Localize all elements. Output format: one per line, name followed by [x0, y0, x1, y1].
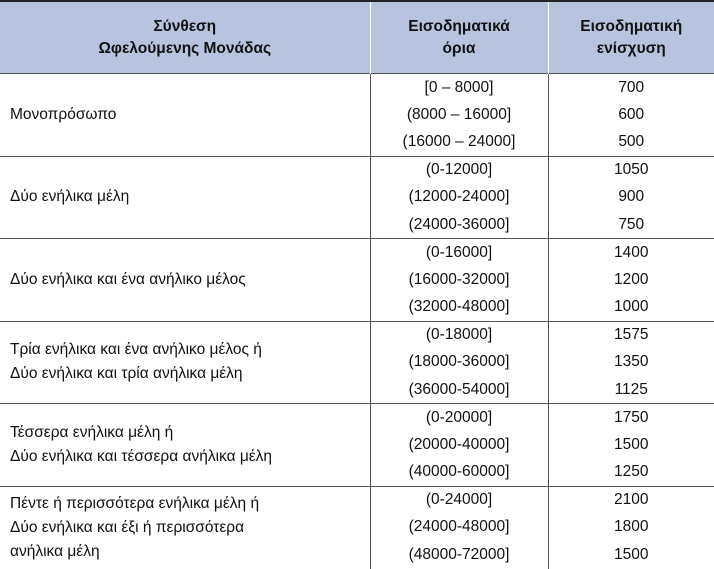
- support-amount-cell: 1000: [548, 294, 714, 322]
- income-range-cell: (0-24000]: [370, 486, 548, 514]
- income-range-cell: (16000 – 24000]: [370, 129, 548, 157]
- header-income-support: [548, 1, 714, 74]
- support-amount-cell: 1800: [548, 514, 714, 542]
- composition-line: Δύο ενήλικα και ένα ανήλικο μέλος: [10, 268, 370, 292]
- income-range-cell: (32000-48000]: [370, 294, 548, 322]
- composition-cell: [0, 239, 370, 322]
- support-amount-cell: 1750: [548, 404, 714, 432]
- composition-cell: [0, 74, 370, 157]
- composition-cell: [0, 404, 370, 487]
- income-range-cell: (40000-60000]: [370, 459, 548, 487]
- table-row: [0, 486, 714, 514]
- table-body: [0, 74, 714, 569]
- support-amount-cell: 2100: [548, 486, 714, 514]
- table-row: [0, 239, 714, 267]
- table-row: [0, 156, 714, 184]
- income-range-cell: [0 – 8000]: [370, 74, 548, 102]
- support-amount-cell: 1350: [548, 349, 714, 377]
- support-amount-cell: 1575: [548, 321, 714, 349]
- income-range-cell: (8000 – 16000]: [370, 101, 548, 129]
- header-composition-line: Σύνθεση: [0, 16, 370, 38]
- header-composition: [0, 1, 370, 74]
- income-range-cell: (24000-48000]: [370, 514, 548, 542]
- composition-line: ανήλικα μέλη: [10, 540, 370, 564]
- composition-cell: [0, 486, 370, 569]
- support-amount-cell: 700: [548, 74, 714, 102]
- income-range-cell: (0-18000]: [370, 321, 548, 349]
- income-range-cell: (48000-72000]: [370, 541, 548, 569]
- composition-cell: [0, 156, 370, 239]
- income-range-cell: (36000-54000]: [370, 376, 548, 404]
- income-range-cell: (18000-36000]: [370, 349, 548, 377]
- support-amount-cell: 1500: [548, 541, 714, 569]
- header-limits-line: όρια: [371, 38, 548, 60]
- support-amount-cell: 500: [548, 129, 714, 157]
- income-range-cell: (20000-40000]: [370, 431, 548, 459]
- header-composition-line: Ωφελούμενης Μονάδας: [0, 38, 370, 60]
- support-amount-cell: 1400: [548, 239, 714, 267]
- income-range-cell: (0-16000]: [370, 239, 548, 267]
- support-amount-cell: 1050: [548, 156, 714, 184]
- table-row: [0, 74, 714, 102]
- income-range-cell: (0-20000]: [370, 404, 548, 432]
- composition-line: Μονοπρόσωπο: [10, 103, 370, 127]
- header-limits-line: Εισοδηματικά: [371, 16, 548, 38]
- composition-cell: [0, 321, 370, 404]
- support-amount-cell: 750: [548, 211, 714, 239]
- header-support-line: ενίσχυση: [549, 38, 714, 60]
- composition-line: Τέσσερα ενήλικα μέλη ή: [10, 421, 370, 445]
- support-amount-cell: 1250: [548, 459, 714, 487]
- table-row: [0, 321, 714, 349]
- support-amount-cell: 1125: [548, 376, 714, 404]
- income-range-cell: (12000-24000]: [370, 184, 548, 212]
- composition-line: Δύο ενήλικα μέλη: [10, 185, 370, 209]
- composition-line: Τρία ενήλικα και ένα ανήλικο μέλος ή: [10, 338, 370, 362]
- support-amount-cell: 1200: [548, 266, 714, 294]
- table-row: [0, 404, 714, 432]
- composition-line: Δύο ενήλικα και τέσσερα ανήλικα μέλη: [10, 445, 370, 469]
- support-amount-cell: 1500: [548, 431, 714, 459]
- income-range-cell: (24000-36000]: [370, 211, 548, 239]
- composition-line: Πέντε ή περισσότερα ενήλικα μέλη ή: [10, 492, 370, 516]
- support-amount-cell: 900: [548, 184, 714, 212]
- table-header-row: [0, 1, 714, 74]
- header-income-limits: [370, 1, 548, 74]
- composition-line: Δύο ενήλικα και έξι ή περισσότερα: [10, 516, 370, 540]
- income-range-cell: (16000-32000]: [370, 266, 548, 294]
- header-support-line: Εισοδηματική: [549, 16, 714, 38]
- income-range-cell: (0-12000]: [370, 156, 548, 184]
- composition-line: Δύο ενήλικα και τρία ανήλικα μέλη: [10, 362, 370, 386]
- support-amount-cell: 600: [548, 101, 714, 129]
